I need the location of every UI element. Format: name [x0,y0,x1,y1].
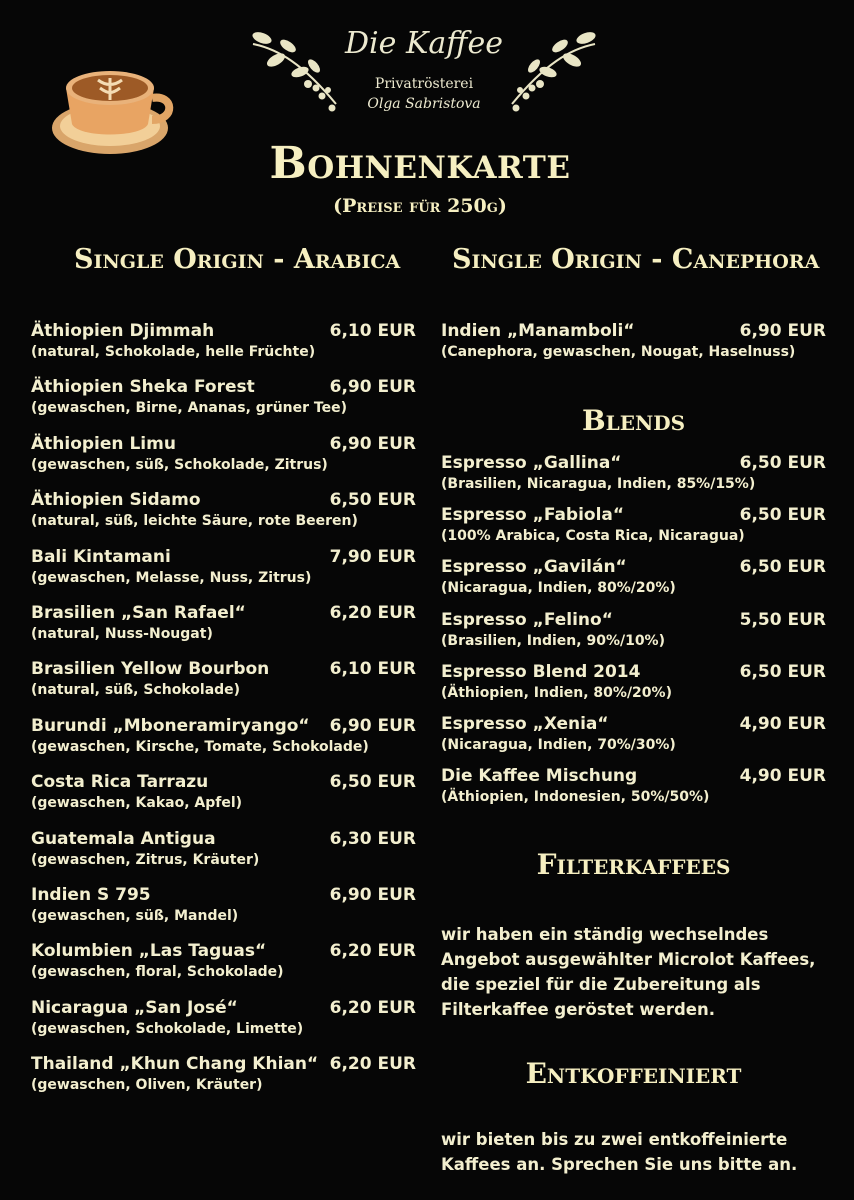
item-description: (natural, Schokolade, helle Früchte) [31,344,316,360]
filter-line: Angebot ausgewählter Microlot Kaffees, [441,950,816,969]
item-price: 4,90 EUR [739,713,826,734]
item-name: Indien „Manamboli“ [441,321,635,341]
decaf-line: Kaffees an. Sprechen Sie uns bitte an. [441,1155,798,1174]
item-name: Espresso „Xenia“ [441,713,609,734]
list-item [31,547,416,603]
item-description: (Nicaragua, Indien, 80%/20%) [441,580,676,597]
item-name: Nicaragua „San José“ [31,997,238,1018]
item-description: (100% Arabica, Costa Rica, Nicaragua) [441,528,745,545]
item-description: (gewaschen, Melasse, Nuss, Zitrus) [31,569,312,586]
item-name: Äthiopien Sidamo [31,490,201,511]
item-price: 5,50 EUR [739,609,826,630]
list-item [31,321,416,377]
item-description: (gewaschen, süß, Schokolade, Zitrus) [31,456,328,473]
item-name: Äthiopien Sheka Forest [31,377,255,398]
decaf-line: wir bieten bis zu zwei entkoffeinierte [441,1130,788,1149]
item-price: 6,20 EUR [329,602,416,623]
list-item [441,610,826,662]
item-description: (Canephora, gewaschen, Nougat, Haselnuss) [441,344,796,360]
list-item [441,766,826,818]
item-description: (natural, Nuss-Nougat) [31,625,213,642]
arabica-list [31,321,416,1110]
item-name: Espresso Blend 2014 [441,661,641,682]
list-item [441,505,826,557]
item-name: Espresso „Felino“ [441,609,613,630]
item-name: Burundi „Mboneramiryango“ [31,715,310,736]
item-price: 6,50 EUR [739,661,826,682]
list-item [31,603,416,659]
list-item [31,941,416,997]
item-price: 6,10 EUR [329,659,416,680]
list-item [31,716,416,772]
item-description: (gewaschen, Oliven, Kräuter) [31,1077,263,1094]
item-price: 6,50 EUR [739,557,826,578]
item-name: Espresso „Gallina“ [441,453,622,473]
item-price: 6,90 EUR [329,377,416,398]
item-description: (gewaschen, Kirsche, Tomate, Schokolade) [31,738,369,755]
item-price: 6,50 EUR [739,505,826,526]
arabica-heading: Single Origin - Arabica [74,244,401,275]
list-item [441,321,826,377]
list-item [31,885,416,941]
item-name: Kolumbien „Las Taguas“ [31,941,267,962]
list-item [31,829,416,885]
item-description: (natural, süß, Schokolade) [31,682,241,699]
item-price: 6,90 EUR [329,884,416,905]
decaf-heading: Entkoffeiniert [525,1057,742,1090]
blends-list [441,453,826,818]
item-name: Äthiopien Limu [31,433,176,454]
list-item [31,1054,416,1110]
item-price: 6,90 EUR [329,715,416,736]
logo-subtitle: Privatrösterei [374,76,474,92]
item-name: Thailand „Khun Chang Khian“ [31,1054,319,1075]
item-description: (Äthiopien, Indien, 80%/20%) [441,684,672,701]
list-item [441,557,826,609]
item-name: Espresso „Fabiola“ [441,505,625,526]
list-item [31,377,416,433]
item-description: (Brasilien, Nicaragua, Indien, 85%/15%) [441,476,756,492]
item-description: (gewaschen, Zitrus, Kräuter) [31,851,260,868]
logo-owner: Olga Sabristova [367,96,481,112]
item-description: (natural, süß, leichte Säure, rote Beeren) [31,513,358,530]
item-price: 6,20 EUR [329,1054,416,1075]
item-name: Guatemala Antigua [31,828,216,849]
item-price: 6,50 EUR [739,453,826,473]
filter-line: die speziel für die Zubereitung als [441,975,761,994]
item-price: 6,90 EUR [739,321,826,341]
item-price: 6,30 EUR [329,828,416,849]
item-name: Espresso „Gavilán“ [441,557,627,578]
filter-text [441,922,815,1022]
item-price: 6,20 EUR [329,941,416,962]
item-description: (Brasilien, Indien, 90%/10%) [441,632,665,649]
item-name: Brasilien „San Rafael“ [31,602,246,623]
canephora-heading: Single Origin - Canephora [452,244,820,275]
item-description: (gewaschen, floral, Schokolade) [31,964,284,981]
list-item [31,490,416,546]
filter-line: wir haben ein ständig wechselndes [441,925,769,944]
list-item [441,714,826,766]
item-name: Die Kaffee Mischung [441,766,638,787]
item-name: Äthiopien Djimmah [31,321,215,341]
item-name: Indien S 795 [31,884,151,905]
item-description: (gewaschen, süß, Mandel) [31,907,239,924]
list-item [441,453,826,505]
list-item [441,662,826,714]
item-price: 4,90 EUR [739,766,826,787]
item-description: (Nicaragua, Indien, 70%/30%) [441,736,676,753]
item-name: Brasilien Yellow Bourbon [31,659,270,680]
item-description: (Äthiopien, Indonesien, 50%/50%) [441,789,710,806]
filter-heading: Filterkaffees [536,848,731,881]
logo-name: Die Kaffee [345,26,503,61]
list-item [31,659,416,715]
item-description: (gewaschen, Schokolade, Limette) [31,1020,304,1037]
item-price: 6,50 EUR [329,490,416,511]
page-subtitle: (Preise für 250g) [333,195,507,217]
list-item [31,434,416,490]
item-name: Bali Kintamani [31,546,171,567]
item-price: 6,90 EUR [329,433,416,454]
item-price: 6,20 EUR [329,997,416,1018]
list-item [31,998,416,1054]
blends-heading: Blends [581,404,686,437]
item-description: (gewaschen, Birne, Ananas, grüner Tee) [31,400,347,417]
item-price: 7,90 EUR [329,546,416,567]
item-description: (gewaschen, Kakao, Apfel) [31,795,243,812]
decaf-text [441,1127,797,1177]
list-item [31,772,416,828]
filter-line: Filterkaffee geröstet werden. [441,1000,715,1019]
canephora-list [441,321,826,377]
item-price: 6,10 EUR [329,321,416,341]
page-title: Bohnenkarte [269,138,571,189]
item-price: 6,50 EUR [329,772,416,793]
logo [248,14,600,124]
item-name: Costa Rica Tarrazu [31,772,209,793]
